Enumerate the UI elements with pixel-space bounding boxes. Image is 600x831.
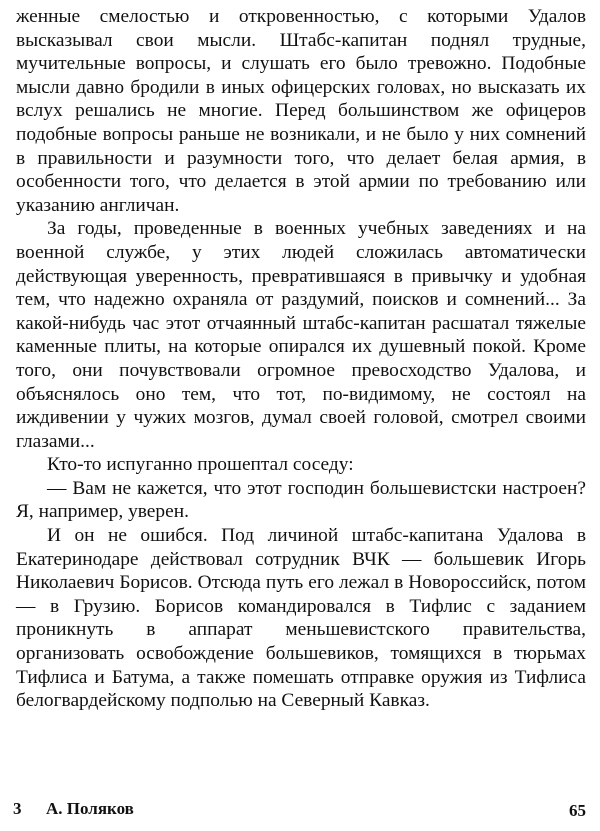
signature-author: А. Поляков <box>46 799 134 818</box>
page-footer <box>13 799 586 823</box>
dialogue-line: — Вам не кажется, что этот господин большевистски настроен? Я, например, уверен. <box>16 477 586 523</box>
page-body <box>16 5 586 713</box>
signature-number: 3 <box>13 799 22 818</box>
paragraph: И он не ошибся. Под личиной штабс-капитана Удалова в Екатеринодаре действовал сотрудник ВЧК — большевик Игорь Николаевич Борисов. Отсюда путь его лежал в Новороссийск, потом — в Грузию. Борисов командировался в Тифлис с заданием проникнуть в аппарат меньшевистского правительства, организовать освобождение большевиков, томящихся в тюрьмах Тифлиса и Батума, а также помешать отправке оружия из Тифлиса белогвардейскому подполью на Северный Кавказ. <box>16 525 586 712</box>
paragraph: За годы, проведенные в военных учебных заведениях и на военной службе, у этих людей сложилась автоматически действующая уверенность, превратившаяся в привычку и удобная тем, что надежно охраняла от раздумий, поисков и сомнений... За какой-нибудь час этот отчаянный штабс-капитан расшатал тяжелые каменные плиты, на которые опирался их душевный покой. Кроме того, они почувствовали огромное превосходство Удалова, и объяснялось оно тем, что тот, по-видимому, не состоял на иждивении у чужих мозгов, думал своей головой, смотрел своими глазами... <box>16 218 586 452</box>
page-number: 65 <box>569 801 586 820</box>
paragraph-continued: женные смелостью и откровенностью, с которыми Удалов высказывал свои мысли. Штабс-капитан поднял трудные, мучительные вопросы, и слушать его было тревожно. Подобные мысли давно бродили в иных офицерских головах, но высказать их вслух решались не многие. Перед большинством же офицеров подобные вопросы раньше не возникали, и не было у них сомнений в правильности и разумности того, что делает белая армия, в особенности того, что делается в этой армии по требованию или указанию англичан. <box>16 6 586 216</box>
paragraph: Кто-то испуганно прошептал соседу: <box>47 454 354 476</box>
